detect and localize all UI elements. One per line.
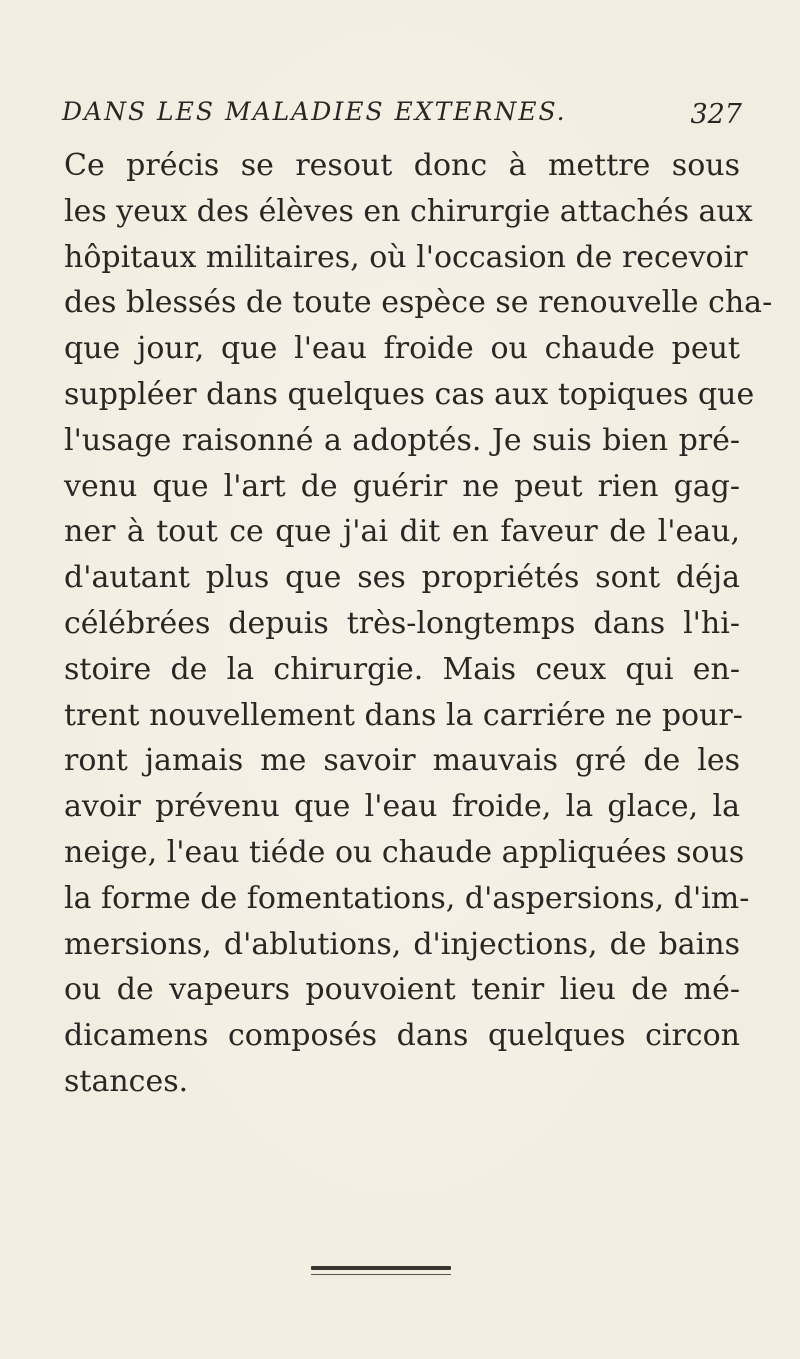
running-title: DANS LES MALADIES EXTERNES. [62,97,567,126]
body-paragraph [64,143,773,1105]
text-line: mersions, d'ablutions, d'injections, de bains [64,926,740,962]
text-line: célébrées depuis très-longtemps dans l'hi- [64,605,740,641]
text-line: d'autant plus que ses propriétés sont déja [64,560,740,596]
text-line: hôpitaux militaires, où l'occasion de recevoir [64,239,748,275]
text-line: que jour, que l'eau froide ou chaude peut [64,331,740,367]
text-line: ou de vapeurs pouvoient tenir lieu de mé- [64,972,740,1008]
text-line: dicamens composés dans quelques circon [64,1018,740,1054]
text-line-final: stances. [64,1063,189,1099]
rule-thick [311,1266,451,1270]
text-line: avoir prévenu que l'eau froide, la glace, la [64,789,740,825]
running-head [62,97,742,137]
text-line: neige, l'eau tiéde ou chaude appliquées sous [64,834,745,870]
section-end-rule [311,1266,451,1275]
text-line: suppléer dans quelques cas aux topiques que [64,376,755,412]
text-line: l'usage raisonné a adoptés. Je suis bien pré- [64,422,740,458]
text-line: la forme de fomentations, d'aspersions, d'im- [64,880,750,916]
text-line: Ce précis se resout donc à mettre sous [64,148,740,183]
text-line: les yeux des élèves en chirurgie attachés aux [64,193,753,229]
text-line: stoire de la chirurgie. Mais ceux qui en- [64,651,740,687]
text-line: ner à tout ce que j'ai dit en faveur de l'eau, [64,514,740,550]
rule-thin [311,1274,451,1275]
text-line: des blessés de toute espèce se renouvelle cha- [64,285,773,321]
text-line: ront jamais me savoir mauvais gré de les [64,743,740,779]
text-line: venu que l'art de guérir ne peut rien gag- [64,468,740,504]
page-number: 327 [690,99,742,130]
text-line: trent nouvellement dans la carriére ne pour- [64,697,743,733]
